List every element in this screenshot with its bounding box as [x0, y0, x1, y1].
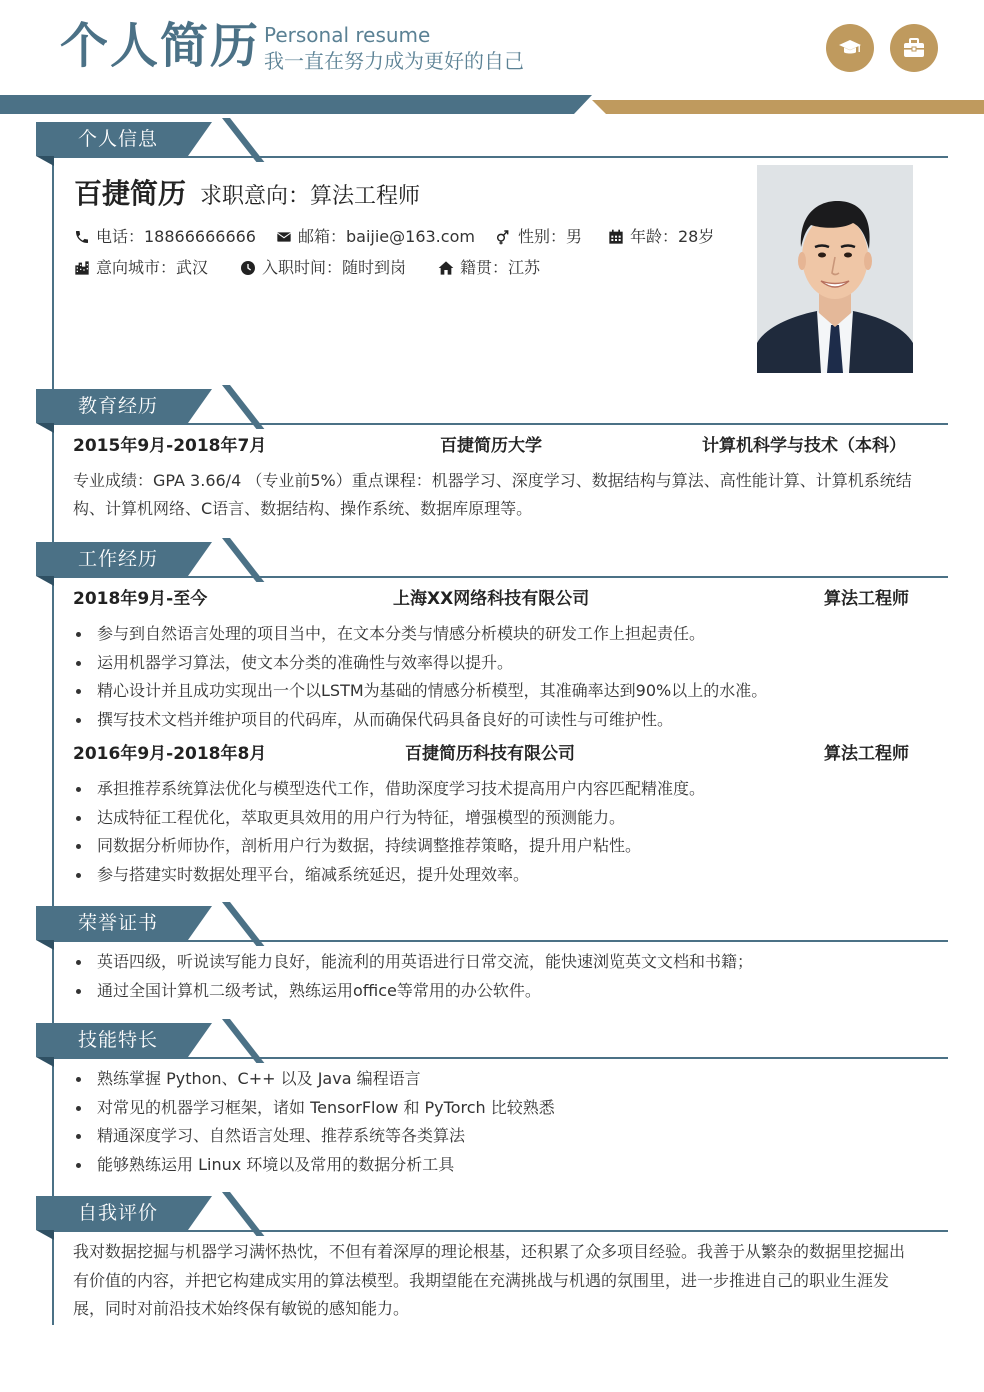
work-period: 2018年9月-至今 — [73, 589, 208, 609]
self-evaluation-text: 我对数据挖掘与机器学习满怀热忱，不但有着深厚的理论根基，还积累了众多项目经验。我善于从繁杂的数据里挖掘出有价值的内容，并把它构建成实用的算法模型。我期望能在充满挑战与机遇的氛围里，进一步推进自己的职业生涯发展，同时对前沿技术始终保有敏锐的感知能力。 — [73, 1242, 906, 1319]
list-item: 熟练掌握 Python、C++ 以及 Java 编程语言 — [73, 1065, 923, 1094]
work-row-2 — [0, 742, 984, 766]
section-title: 荣誉证书 — [36, 906, 188, 940]
header-bar-blue — [0, 95, 574, 114]
skills-list — [73, 1065, 923, 1180]
clock-icon — [240, 260, 256, 276]
section-title: 教育经历 — [36, 389, 188, 423]
education-school: 百捷简历大学 — [440, 436, 542, 456]
work-role: 算法工程师 — [824, 744, 909, 764]
age-info: 年龄：28岁 — [608, 226, 714, 248]
email-info: 邮箱：baijie@163.com — [276, 226, 475, 248]
section-title: 工作经历 — [36, 542, 188, 576]
list-item: 参与搭建实时数据处理平台，缩减系统延迟，提升处理效率。 — [73, 861, 923, 890]
work-1-duties — [73, 620, 923, 735]
list-item: 运用机器学习算法，使文本分类的准确性与效率得以提升。 — [73, 649, 923, 678]
section-title: 技能特长 — [36, 1023, 188, 1057]
list-item: 撰写技术文档并维护项目的代码库，从而确保代码具备良好的可读性与可维护性。 — [73, 706, 923, 735]
header-bar-gold — [592, 100, 984, 114]
phone-icon — [74, 229, 90, 245]
graduation-cap-icon — [826, 24, 874, 72]
work-2-duties — [73, 775, 923, 890]
education-detail: 专业成绩：GPA 3.66/4 （专业前5%）重点课程：机器学习、深度学习、数据结构与算法、高性能计算、计算机系统结构、计算机网络、C语言、数据结构、操作系统、数据库原理等。 — [73, 471, 912, 518]
section-title: 自我评价 — [36, 1196, 188, 1230]
work-period: 2016年9月-2018年8月 — [73, 744, 267, 764]
header-bar-gold-cut — [592, 100, 606, 114]
education-major: 计算机科学与技术（本科） — [702, 436, 906, 456]
timeline-line — [52, 150, 54, 1325]
profile-photo — [757, 165, 913, 373]
hometown-info: 籍贯：江苏 — [438, 257, 540, 279]
education-period: 2015年9月-2018年7月 — [73, 436, 267, 456]
home-icon — [438, 260, 454, 276]
start-time-info: 入职时间：随时到岗 — [240, 257, 406, 279]
work-company: 百捷简历科技有限公司 — [405, 744, 575, 764]
list-item: 精心设计并且成功实现出一个以LSTM为基础的情感分析模型，其准确率达到90%以上的水准。 — [73, 677, 923, 706]
list-item: 同数据分析师协作，剖析用户行为数据，持续调整推荐策略，提升用户粘性。 — [73, 832, 923, 861]
section-title: 个人信息 — [36, 122, 188, 156]
candidate-name: 百捷简历 — [74, 177, 187, 210]
list-item: 对常见的机器学习框架，诸如 TensorFlow 和 PyTorch 比较熟悉 — [73, 1094, 923, 1123]
list-item: 通过全国计算机二级考试，熟练运用office等常用的办公软件。 — [73, 977, 923, 1006]
list-item: 英语四级，听说读写能力良好，能流利的用英语进行日常交流，能快速浏览英文文档和书籍； — [73, 948, 923, 977]
gender-info: 性别：男 — [494, 226, 582, 248]
city-icon — [74, 260, 90, 276]
list-item: 能够熟练运用 Linux 环境以及常用的数据分析工具 — [73, 1151, 923, 1180]
job-intent: 求职意向：算法工程师 — [200, 184, 421, 209]
mail-icon — [276, 229, 292, 245]
work-company: 上海XX网络科技有限公司 — [393, 589, 590, 609]
list-item: 承担推荐系统算法优化与模型迭代工作，借助深度学习技术提高用户内容匹配精准度。 — [73, 775, 923, 804]
list-item: 参与到自然语言处理的项目当中，在文本分类与情感分析模块的研发工作上担起责任。 — [73, 620, 923, 649]
education-row — [0, 434, 984, 458]
work-row-1 — [0, 587, 984, 611]
subtitle-chinese: 我一直在努力成为更好的自己 — [264, 49, 524, 73]
header-bar-blue-tip — [574, 95, 592, 114]
gender-icon — [494, 229, 512, 245]
calendar-icon — [608, 229, 624, 245]
briefcase-icon — [890, 24, 938, 72]
honors-list — [73, 948, 923, 1005]
list-item: 精通深度学习、自然语言处理、推荐系统等各类算法 — [73, 1122, 923, 1151]
page-title: 个人简历 — [60, 18, 261, 74]
list-item: 达成特征工程优化，萃取更具效用的用户行为特征，增强模型的预测能力。 — [73, 804, 923, 833]
city-info: 意向城市：武汉 — [74, 257, 208, 279]
phone-info: 电话：18866666666 — [74, 226, 256, 248]
subtitle-english: Personal resume — [264, 23, 431, 47]
work-role: 算法工程师 — [824, 589, 909, 609]
